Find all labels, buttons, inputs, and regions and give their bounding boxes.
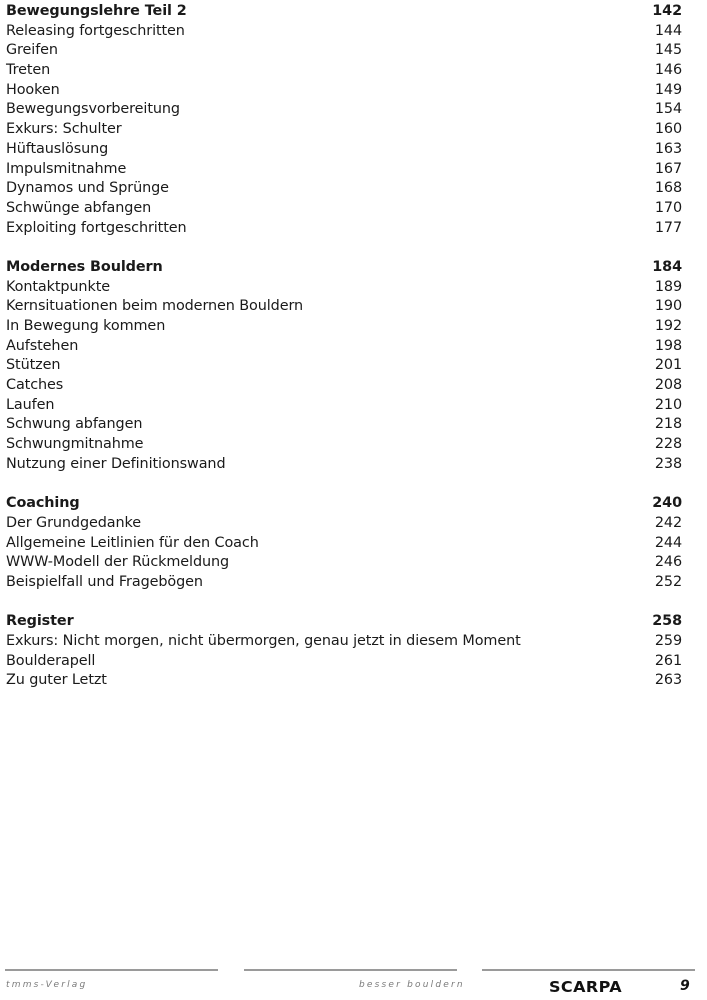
entry-page-number: 192 [654,318,682,334]
section-page-number: 240 [652,495,682,512]
toc-section [6,2,682,238]
page-footer [0,966,707,1000]
section-title: Coaching [6,495,80,512]
entry-title: Schwung abfangen [6,416,143,433]
entry-title: Bewegungsvorbereitung [6,101,180,118]
toc-entry [6,514,682,534]
entry-page-number: 149 [654,81,682,98]
entry-page-number: 210 [654,396,682,413]
entry-title: Boulderapell [6,652,96,669]
entry-page-number: 259 [654,633,682,649]
entry-page-number: 160 [654,121,682,138]
entry-title: Impulsmitnahme [6,160,127,177]
section-title: Modernes Bouldern [6,258,163,275]
entry-page-number: 189 [654,278,682,295]
entry-page-number: 246 [654,554,682,571]
toc-entry [6,632,682,652]
entry-page-number: 263 [654,672,682,689]
footer-publisher: tmms-Verlag [6,980,88,990]
entry-title: Schwünge abfangen [6,199,152,216]
toc-section [6,494,682,592]
toc-entry [6,61,682,81]
entry-title: Allgemeine Leitlinien für den Coach [6,534,259,551]
footer-book-title: besser bouldern [359,980,465,990]
entry-page-number: 218 [654,416,682,433]
toc-entry [6,179,682,199]
entry-page-number: 190 [654,298,682,315]
toc-entry [6,317,682,337]
entry-page-number: 154 [654,101,682,118]
entry-title: Dynamos und Sprünge [6,180,169,197]
entry-title: Zu guter Letzt [6,672,107,689]
toc-section-heading [6,494,682,514]
toc-entry [6,160,682,180]
toc-section [6,258,682,475]
toc-section-heading [6,258,682,278]
entry-title: Hooken [6,81,60,98]
toc-entry [6,553,682,573]
section-page-number: 258 [652,613,682,630]
entry-page-number: 144 [654,22,682,39]
entry-title: Beispielfall und Fragebögen [6,573,203,590]
entry-title: Exploiting fortgeschritten [6,219,187,236]
toc-entry [6,356,682,376]
entry-title: Schwungmitnahme [6,436,144,453]
toc-entry [6,415,682,435]
toc-entry [6,671,682,691]
toc-entry [6,120,682,140]
footer-rule-center [244,969,457,971]
entry-page-number: 146 [654,62,682,79]
toc-entry [6,22,682,42]
entry-page-number: 244 [654,534,682,551]
entry-page-number: 163 [654,140,682,157]
entry-title: Aufstehen [6,337,79,354]
entry-title: Nutzung einer Definitionswand [6,455,226,472]
toc-entry [6,455,682,475]
page-number: 9 [680,978,690,994]
footer-rule-left [5,969,218,971]
entry-page-number: 208 [654,377,682,394]
entry-title: Kernsituationen beim modernen Bouldern [6,298,304,315]
toc-entry [6,100,682,120]
table-of-contents [6,2,682,691]
entry-title: Treten [6,62,51,79]
entry-title: Releasing fortgeschritten [6,22,185,39]
section-title: Bewegungslehre Teil 2 [6,3,187,19]
toc-section [6,612,682,691]
entry-title: In Bewegung kommen [6,318,166,334]
entry-page-number: 198 [654,337,682,354]
entry-page-number: 201 [654,357,682,374]
toc-entry [6,376,682,396]
toc-entry [6,140,682,160]
toc-section-heading [6,612,682,632]
entry-page-number: 170 [654,199,682,216]
toc-entry [6,297,682,317]
toc-entry [6,534,682,554]
entry-title: Greifen [6,42,58,59]
toc-entry [6,81,682,101]
toc-entry [6,337,682,357]
footer-rule-right [482,969,695,971]
entry-page-number: 145 [654,42,682,59]
entry-title: Stützen [6,357,61,374]
entry-title: WWW-Modell der Rückmeldung [6,554,230,571]
section-page-number: 142 [652,3,682,19]
entry-page-number: 252 [654,573,682,590]
entry-page-number: 238 [654,455,682,472]
entry-page-number: 242 [654,514,682,531]
entry-page-number: 168 [654,180,682,197]
toc-entry [6,219,682,239]
entry-title: Catches [6,377,64,394]
entry-page-number: 228 [654,436,682,453]
entry-title: Kontaktpunkte [6,278,110,295]
entry-page-number: 177 [654,219,682,236]
entry-title: Exkurs: Schulter [6,121,122,138]
toc-entry [6,278,682,298]
toc-entry [6,652,682,672]
entry-title: Der Grundgedanke [6,514,142,531]
entry-title: Laufen [6,396,55,413]
section-page-number: 184 [652,258,682,275]
toc-entry [6,573,682,593]
entry-title: Exkurs: Nicht morgen, nicht übermorgen, genau jetzt in diesem Moment [6,633,521,649]
toc-entry [6,435,682,455]
toc-entry [6,396,682,416]
entry-page-number: 261 [654,652,682,669]
toc-section-heading [6,2,682,22]
toc-entry [6,41,682,61]
entry-page-number: 167 [654,160,682,177]
section-title: Register [6,613,74,630]
toc-entry [6,199,682,219]
scarpa-logo: SCARPA [549,978,623,996]
entry-title: Hüftauslösung [6,140,109,157]
